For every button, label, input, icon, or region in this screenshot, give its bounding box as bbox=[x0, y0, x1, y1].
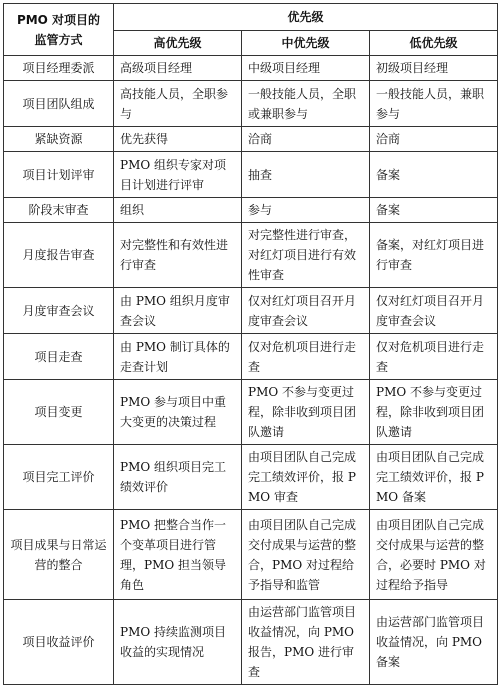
cell-high: PMO 组织专家对项目计划进行评审 bbox=[114, 152, 242, 198]
cell-high: 高技能人员，全职参与 bbox=[114, 81, 242, 127]
cell-low: 仅对红灯项目召开月度审查会议 bbox=[370, 288, 498, 334]
table-row bbox=[4, 198, 498, 223]
cell-low: 由项目团队自己完成完工绩效评价，报 PMO 备案 bbox=[370, 445, 498, 510]
row-label: 项目完工评价 bbox=[4, 445, 114, 510]
table-row bbox=[4, 380, 498, 445]
cell-low: 由运营部门监管项目收益情况，向 PMO 备案 bbox=[370, 600, 498, 685]
cell-high: 由 PMO 制订具体的走查计划 bbox=[114, 334, 242, 380]
row-label: 项目经理委派 bbox=[4, 56, 114, 81]
cell-mid: 一般技能人员，全职或兼职参与 bbox=[242, 81, 370, 127]
row-label: 项目走查 bbox=[4, 334, 114, 380]
header-corner-line1: PMO 对项目的 bbox=[16, 12, 101, 27]
table-row bbox=[4, 600, 498, 685]
table-row bbox=[4, 56, 498, 81]
cell-high: 高级项目经理 bbox=[114, 56, 242, 81]
row-label: 项目团队组成 bbox=[4, 81, 114, 127]
table-row bbox=[4, 510, 498, 600]
cell-high: 组织 bbox=[114, 198, 242, 223]
header-mid-priority: 中优先级 bbox=[242, 31, 370, 56]
header-corner bbox=[4, 4, 114, 56]
cell-mid: 洽商 bbox=[242, 127, 370, 152]
header-priority-group: 优先级 bbox=[114, 4, 498, 31]
cell-mid: 中级项目经理 bbox=[242, 56, 370, 81]
cell-mid: 仅对危机项目进行走查 bbox=[242, 334, 370, 380]
cell-low: PMO 不参与变更过程，除非收到项目团队邀请 bbox=[370, 380, 498, 445]
cell-high: PMO 持续监测项目收益的实现情况 bbox=[114, 600, 242, 685]
row-label: 月度报告审查 bbox=[4, 223, 114, 288]
cell-high: PMO 把整合当作一个变革项目进行管理，PMO 担当领导角色 bbox=[114, 510, 242, 600]
cell-low: 备案 bbox=[370, 198, 498, 223]
table-row bbox=[4, 223, 498, 288]
table-header bbox=[4, 4, 498, 56]
table-row bbox=[4, 127, 498, 152]
table-row bbox=[4, 81, 498, 127]
row-label: 项目收益评价 bbox=[4, 600, 114, 685]
table-row bbox=[4, 445, 498, 510]
cell-low: 初级项目经理 bbox=[370, 56, 498, 81]
table-row bbox=[4, 288, 498, 334]
row-label: 项目计划评审 bbox=[4, 152, 114, 198]
cell-mid: 由运营部门监管项目收益情况，向 PMO 报告，PMO 进行审查 bbox=[242, 600, 370, 685]
table-row bbox=[4, 152, 498, 198]
cell-mid: 由项目团队自己完成完工绩效评价，报 PMO 审查 bbox=[242, 445, 370, 510]
table-body bbox=[4, 56, 498, 685]
row-label: 项目变更 bbox=[4, 380, 114, 445]
row-label: 项目成果与日常运营的整合 bbox=[4, 510, 114, 600]
header-high-priority: 高优先级 bbox=[114, 31, 242, 56]
row-label: 紧缺资源 bbox=[4, 127, 114, 152]
cell-low: 备案 bbox=[370, 152, 498, 198]
header-low-priority: 低优先级 bbox=[370, 31, 498, 56]
header-corner-line2: 监管方式 bbox=[34, 32, 83, 47]
cell-high: 对完整性和有效性进行审查 bbox=[114, 223, 242, 288]
cell-low: 备案，对红灯项目进行审查 bbox=[370, 223, 498, 288]
row-label: 阶段末审查 bbox=[4, 198, 114, 223]
cell-high: 优先获得 bbox=[114, 127, 242, 152]
cell-low: 一般技能人员，兼职参与 bbox=[370, 81, 498, 127]
table-row bbox=[4, 334, 498, 380]
cell-high: 由 PMO 组织月度审查会议 bbox=[114, 288, 242, 334]
cell-mid: 对完整性进行审查，对红灯项目进行有效性审查 bbox=[242, 223, 370, 288]
cell-low: 由项目团队自己完成交付成果与运营的整合，必要时 PMO 对过程给予指导 bbox=[370, 510, 498, 600]
cell-mid: 仅对红灯项目召开月度审查会议 bbox=[242, 288, 370, 334]
cell-mid: 参与 bbox=[242, 198, 370, 223]
cell-high: PMO 组织项目完工绩效评价 bbox=[114, 445, 242, 510]
cell-mid: 抽查 bbox=[242, 152, 370, 198]
row-label: 月度审查会议 bbox=[4, 288, 114, 334]
cell-low: 洽商 bbox=[370, 127, 498, 152]
pmo-priority-table bbox=[3, 3, 498, 685]
cell-high: PMO 参与项目中重大变更的决策过程 bbox=[114, 380, 242, 445]
cell-mid: PMO 不参与变更过程，除非收到项目团队邀请 bbox=[242, 380, 370, 445]
cell-low: 仅对危机项目进行走查 bbox=[370, 334, 498, 380]
cell-mid: 由项目团队自己完成交付成果与运营的整合，PMO 对过程给予指导和监管 bbox=[242, 510, 370, 600]
